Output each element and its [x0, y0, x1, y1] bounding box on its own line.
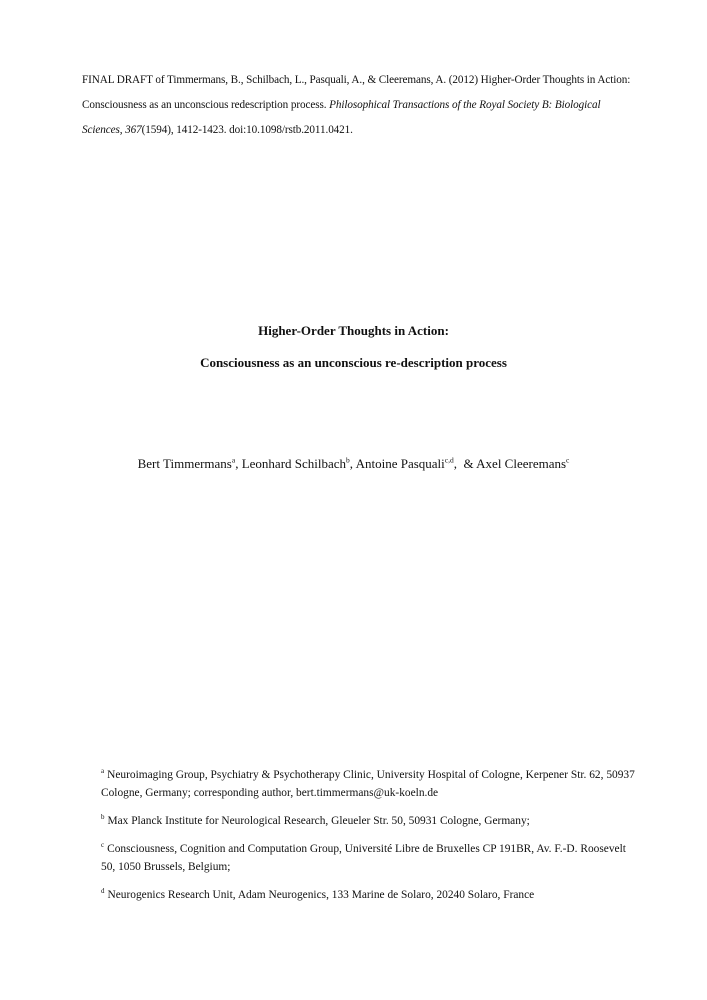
affiliation-mark: c: [101, 841, 105, 850]
paper-title: Higher-Order Thoughts in Action:: [258, 323, 449, 338]
affiliation-text: Neurogenics Research Unit, Adam Neurogenics, 133 Marine de Solaro, 20240 Solaro, France: [107, 889, 535, 901]
author-separator: ,: [349, 456, 356, 471]
author-name: Bert Timmermans: [137, 456, 232, 471]
affiliation-mark: d: [101, 887, 105, 896]
author-affiliation-mark: b: [346, 455, 350, 465]
author-name: Leonhard Schilbach: [241, 456, 347, 471]
author-separator: , &: [453, 456, 477, 471]
affiliation-text: Max Planck Institute for Neurological Research, Gleueler Str. 50, 50931 Cologne, Germany;: [107, 815, 530, 827]
journal-name: Philosophical Transactions of the Royal Society B: Biological Sciences, 367: [82, 99, 601, 136]
affiliation-text: Neuroimaging Group, Psychiatry & Psychotherapy Clinic, University Hospital of Cologne, Kerpener Str. 62, 50937 Cologne, Germany; corresponding author, bert.timmermans@uk-koeln.de: [101, 769, 635, 799]
author-affiliation-mark: a: [231, 455, 236, 465]
citation-volume-pages: (1594), 1412-1423. doi:10.1098/rstb.2011.0421.: [141, 124, 353, 136]
author-name: Antoine Pasquali: [355, 456, 445, 471]
affiliation-text: Consciousness, Cognition and Computation Group, Université Libre de Bruxelles CP 191BR, Av. F.-D. Roosevelt 50, 1050 Brussels, Belgium;: [101, 843, 626, 873]
affiliation-b: [101, 812, 641, 830]
author-separator: ,: [235, 456, 242, 471]
affiliation-mark: b: [101, 813, 105, 822]
citation-note: [82, 68, 642, 143]
citation-text: FINAL DRAFT of Timmermans, B., Schilbach, L., Pasquali, A., & Cleeremans, A. (2012) Higher-Order Thoughts in Action: Consciousness as an unconscious redescription process.: [82, 74, 631, 111]
paper-subtitle: Consciousness as an unconscious re-description process: [200, 355, 507, 370]
affiliation-d: [101, 886, 641, 904]
author-list: [0, 456, 707, 472]
affiliation-mark: a: [101, 767, 105, 776]
affiliation-a: [101, 766, 641, 802]
affiliation-c: [101, 840, 641, 876]
author-affiliation-mark: c,d: [444, 455, 454, 465]
author-affiliation-mark: c: [566, 455, 570, 465]
author-name: Axel Cleeremans: [476, 456, 567, 471]
